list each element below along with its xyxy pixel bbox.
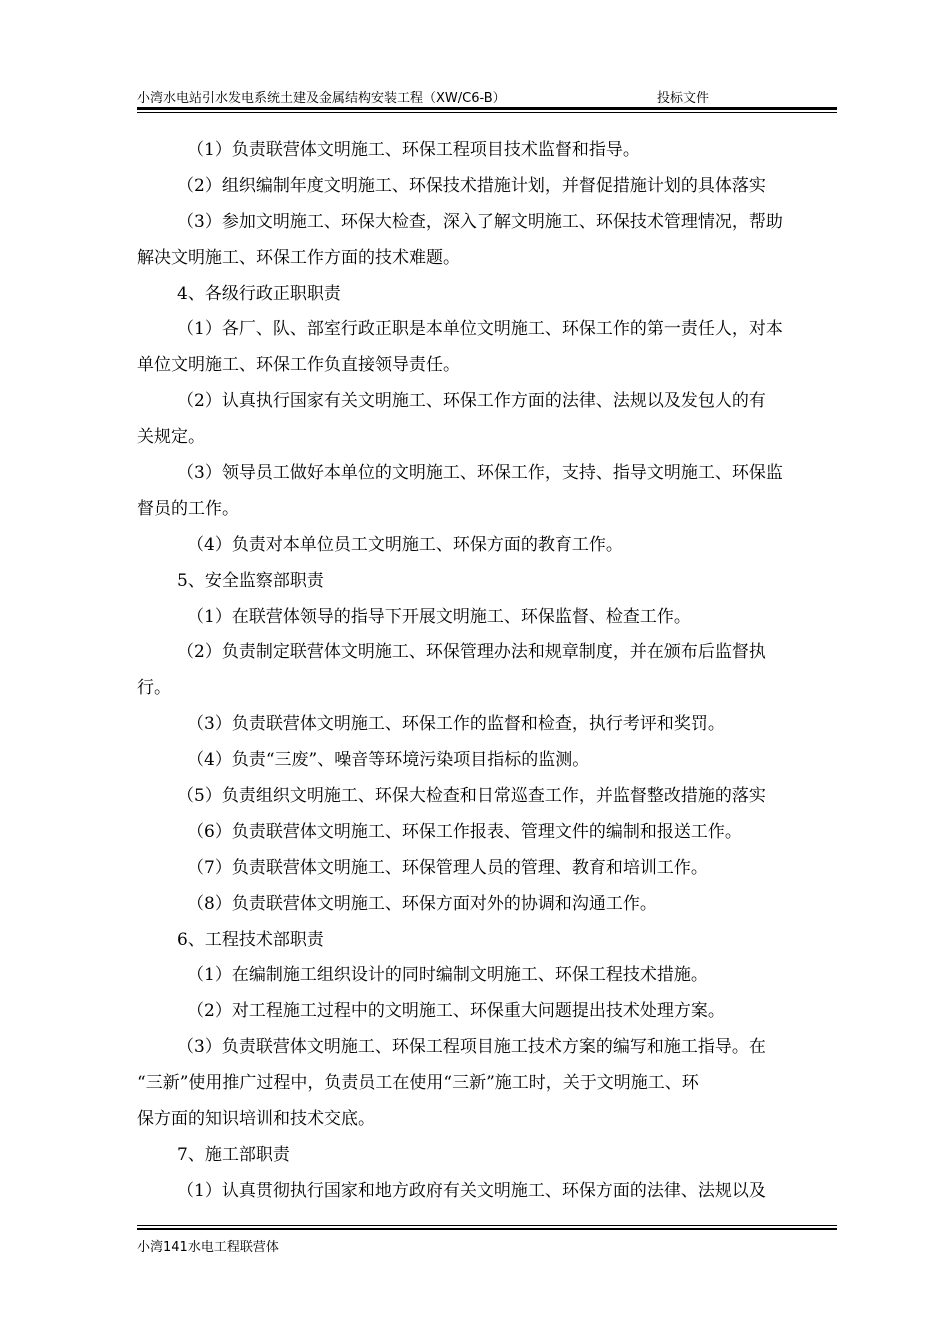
- body-line: （1）在编制施工组织设计的同时编制文明施工、环保工程技术措施。: [187, 965, 708, 986]
- body-line: 单位文明施工、环保工作负直接领导责任。: [137, 355, 460, 376]
- section-heading: 7、施工部职责: [177, 1144, 290, 1165]
- section-heading: 5、安全监察部职责: [177, 570, 324, 591]
- section-heading: 6、工程技术部职责: [177, 929, 324, 950]
- body-line: （2）负责制定联营体文明施工、环保管理办法和规章制度，并在颁布后监督执: [177, 642, 766, 663]
- body-line: （1）负责联营体文明施工、环保工程项目技术监督和指导。: [187, 140, 640, 160]
- body-line: （4）负责“三废”、噪音等环境污染项目指标的监测。: [187, 750, 590, 771]
- body-line: 行。: [137, 678, 171, 699]
- body-line: （1）在联营体领导的指导下开展文明施工、环保监督、检查工作。: [187, 606, 691, 627]
- body-line: 督员的工作。: [137, 498, 239, 519]
- header-rule-thin: [137, 112, 837, 113]
- document-body: [137, 133, 842, 1210]
- body-line: 解决文明施工、环保工作方面的技术难题。: [137, 247, 460, 268]
- body-line: 关规定。: [137, 427, 205, 448]
- body-line: 保方面的知识培训和技术交底。: [137, 1109, 375, 1130]
- body-line: （2）对工程施工过程中的文明施工、环保重大问题提出技术处理方案。: [187, 1001, 725, 1022]
- section-heading: 4、各级行政正职职责: [177, 283, 341, 304]
- body-line: （3）负责联营体文明施工、环保工作的监督和检查，执行考评和奖罚。: [187, 714, 725, 735]
- header-rule-thick: [137, 107, 837, 110]
- header-title: 小湾水电站引水发电系统土建及金属结构安装工程（XW/C6-B）: [137, 91, 506, 106]
- body-line: （2）认真执行国家有关文明施工、环保工作方面的法律、法规以及发包人的有: [177, 391, 766, 412]
- footer-rule-thin: [137, 1225, 837, 1226]
- body-line: （1）认真贯彻执行国家和地方政府有关文明施工、环保方面的法律、法规以及: [177, 1180, 766, 1201]
- body-line: （5）负责组织文明施工、环保大检查和日常巡查工作，并监督整改措施的落实: [177, 786, 766, 807]
- body-line: （2）组织编制年度文明施工、环保技术措施计划，并督促措施计划的具体落实: [177, 175, 766, 196]
- body-line: （7）负责联营体文明施工、环保管理人员的管理、教育和培训工作。: [187, 857, 708, 878]
- body-line: “三新”使用推广过程中，负责员工在使用“三新”施工时，关于文明施工、环: [137, 1073, 699, 1094]
- body-line: （3）负责联营体文明施工、环保工程项目施工技术方案的编写和施工指导。在: [177, 1037, 766, 1058]
- body-line: （4）负责对本单位员工文明施工、环保方面的教育工作。: [187, 534, 623, 555]
- footer-organization: 小湾141水电工程联营体: [137, 1240, 279, 1255]
- body-line: （3）参加文明施工、环保大检查，深入了解文明施工、环保技术管理情况，帮助: [177, 211, 783, 232]
- body-line: （3）领导员工做好本单位的文明施工、环保工作，支持、指导文明施工、环保监: [177, 463, 783, 484]
- body-line: （6）负责联营体文明施工、环保工作报表、管理文件的编制和报送工作。: [187, 821, 742, 842]
- body-line: （8）负责联营体文明施工、环保方面对外的协调和沟通工作。: [187, 893, 657, 914]
- header-doc-type: 投标文件: [657, 91, 710, 106]
- footer-rule-thick: [137, 1228, 837, 1230]
- body-line: （1）各厂、队、部室行政正职是本单位文明施工、环保工作的第一责任人，对本: [177, 319, 783, 340]
